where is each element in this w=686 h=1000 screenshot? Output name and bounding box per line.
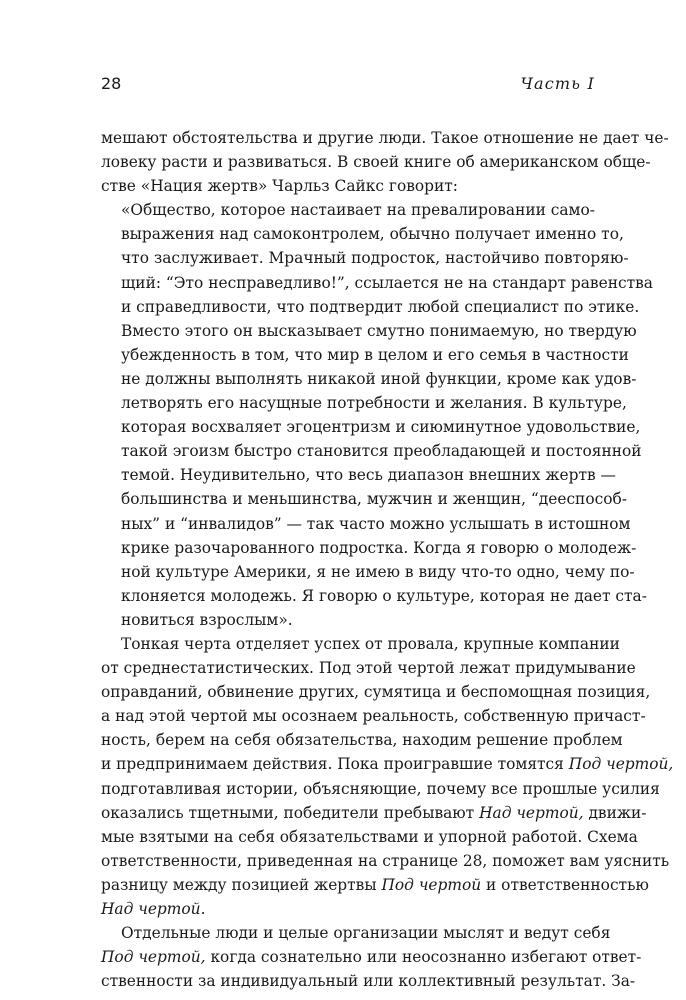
- text-run: .: [200, 900, 206, 918]
- text-line: [101, 752, 674, 776]
- paragraph: [101, 921, 642, 993]
- text-line: стве «Нация жертв» Чарльз Сайкс говорит:: [101, 177, 458, 196]
- text-run: оказались тщетными, победители пребывают: [101, 803, 480, 822]
- text-line: ответственности, приведенная на странице 28, поможет вам уяснить: [101, 851, 670, 870]
- text-line: ственности за индивидуальный или коллективный результат. За-: [101, 972, 636, 991]
- quote-line: «Общество, которое настаивает на превалировании само-: [121, 201, 595, 220]
- text-line: мые взятыми на себя обязательствами и упорной работой. Схема: [101, 827, 638, 846]
- text-run: и предпринимаем действия. Пока проигравшие томятся: [101, 755, 569, 774]
- quote-line: щий: “Это несправедливо!”, ссылается не на стандарт равенства: [121, 273, 653, 292]
- text-line: [101, 945, 642, 969]
- quote-line: ной культуре Америки, я не имею в виду что-то одно, чему по-: [121, 562, 635, 581]
- italic-term: Над чертой: [101, 900, 201, 918]
- quote-line: клоняется молодежь. Я говорю о культуре, которая не дает ста-: [121, 586, 647, 605]
- quote-line: крике разочарованного подростка. Когда я говорю о молодеж-: [121, 538, 637, 557]
- page-header: [101, 72, 595, 96]
- text-run: разницу между позицией жертвы: [101, 875, 382, 894]
- quote-line: большинства и меньшинства, мужчин и женщин, “дееспособ-: [121, 490, 627, 509]
- text-run: когда сознательно или неосознанно избегают ответ-: [205, 948, 642, 967]
- text-run: и ответственностью: [481, 875, 649, 894]
- text-line: ловеку расти и развиваться. В своей книге об американском обще-: [101, 153, 651, 172]
- quote-line: летворять его насущные потребности и желания. В культуре,: [121, 394, 627, 413]
- italic-term: Под чертой: [381, 875, 482, 894]
- quote-line: которая восхваляет эгоцентризм и сиюминутное удовольствие,: [121, 418, 641, 437]
- paragraph: [101, 126, 669, 198]
- italic-term: Под чертой,: [101, 948, 206, 967]
- quote-line: такой эгоизм быстро становится преобладающей и постоянной: [121, 442, 642, 461]
- quote-line: убежденность в том, что мир в целом и его семья в частности: [121, 345, 629, 364]
- text-line: [101, 801, 647, 825]
- quote-line: выражения над самоконтролем, обычно получает именно то,: [121, 225, 624, 244]
- page-body: [101, 126, 674, 993]
- quote-line: новиться взрослым».: [121, 610, 293, 629]
- page-number: 28: [101, 74, 122, 93]
- block-quote: [101, 198, 653, 632]
- quote-line: и справедливости, что подтвердит любой специалист по этике.: [121, 297, 640, 316]
- running-head: Часть I: [520, 74, 595, 93]
- quote-line: что заслуживает. Мрачный подросток, настойчиво повторяю-: [121, 249, 629, 268]
- text-line: [101, 897, 595, 921]
- text-line: оправданий, обвинение других, сумятица и беспомощная позиция,: [101, 683, 651, 702]
- quote-line: не должны выполнять никакой иной функции, кроме как удов-: [121, 369, 637, 388]
- text-line: Тонкая черта отделяет успех от провала, крупные компании: [121, 634, 620, 653]
- text-line: ность, берем на себя обязательства, находим решение проблем: [101, 731, 623, 750]
- text-line: мешают обстоятельства и другие люди. Такое отношение не дает че-: [101, 129, 669, 147]
- text-line: подготавливая истории, объясняющие, почему все прошлые усилия: [101, 779, 660, 798]
- quote-line: Вместо этого он высказывает смутно понимаемую, но твердую: [121, 321, 637, 340]
- italic-term: Над чертой,: [479, 803, 584, 822]
- quote-line: ных” и “инвалидов” — так часто можно услышать в истошном: [121, 514, 631, 533]
- italic-term: Под чертой,: [568, 755, 674, 774]
- text-line: Отдельные люди и целые организации мыслят и ведут себя: [121, 924, 611, 943]
- text-line: а над этой чертой мы осознаем реальность, собственную причаст-: [101, 707, 646, 726]
- quote-line: темой. Неудивительно, что весь диапазон внешних жертв —: [121, 466, 616, 485]
- text-run: движи-: [583, 803, 647, 822]
- paragraph: [101, 632, 674, 921]
- text-line: [101, 873, 649, 897]
- text-line: от среднестатистических. Под этой чертой лежат придумывание: [101, 659, 636, 678]
